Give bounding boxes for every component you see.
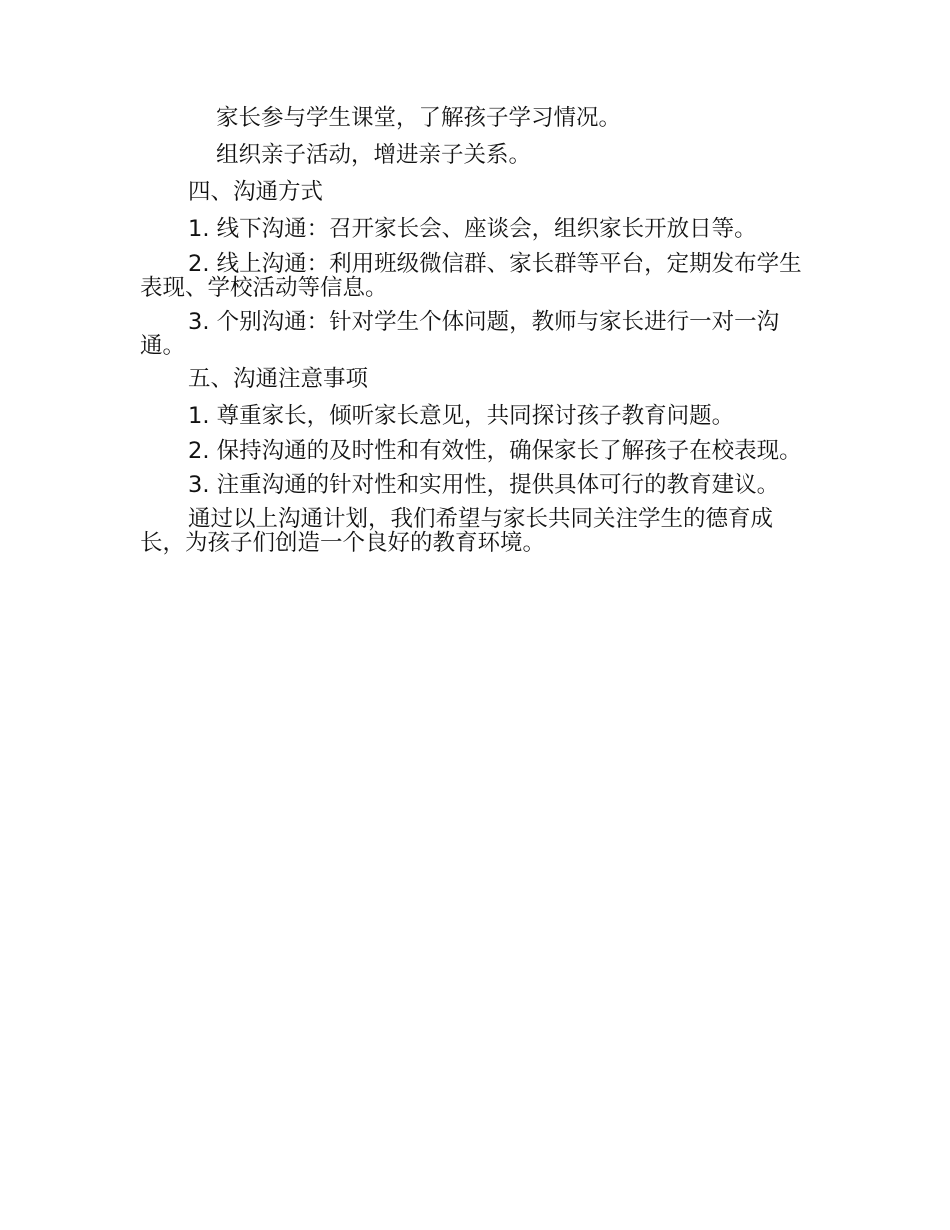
paragraph-parent-child-activity: 组织亲子活动，增进亲子关系。 (216, 142, 532, 168)
paragraph-conclusion: 通过以上沟通计划，我们希望与家长共同关注学生的德育成长，为孩子们创造一个良好的教育环境。 (140, 506, 774, 556)
paragraph-parent-classroom: 家长参与学生课堂，了解孩子学习情况。 (216, 105, 622, 131)
list-item-targeted-practical: 3. 注重沟通的针对性和实用性，提供具体可行的教育建议。 (188, 472, 780, 498)
section-heading-communication-notes: 五、沟通注意事项 (188, 366, 369, 392)
document-body (140, 103, 812, 555)
list-item-individual-communication: 3. 个别沟通：针对学生个体问题，教师与家长进行一对一沟通。 (140, 309, 780, 359)
list-item-respect-parents: 1. 尊重家长，倾听家长意见，共同探讨孩子教育问题。 (188, 403, 735, 429)
list-item-timely-effective: 2. 保持沟通的及时性和有效性，确保家长了解孩子在校表现。 (188, 438, 802, 464)
list-item-online-communication: 2. 线上沟通：利用班级微信群、家长群等平台，定期发布学生表现、学校活动等信息。 (140, 251, 802, 301)
list-item-offline-communication: 1. 线下沟通：召开家长会、座谈会，组织家长开放日等。 (188, 216, 757, 242)
section-heading-communication-methods: 四、沟通方式 (188, 179, 324, 205)
